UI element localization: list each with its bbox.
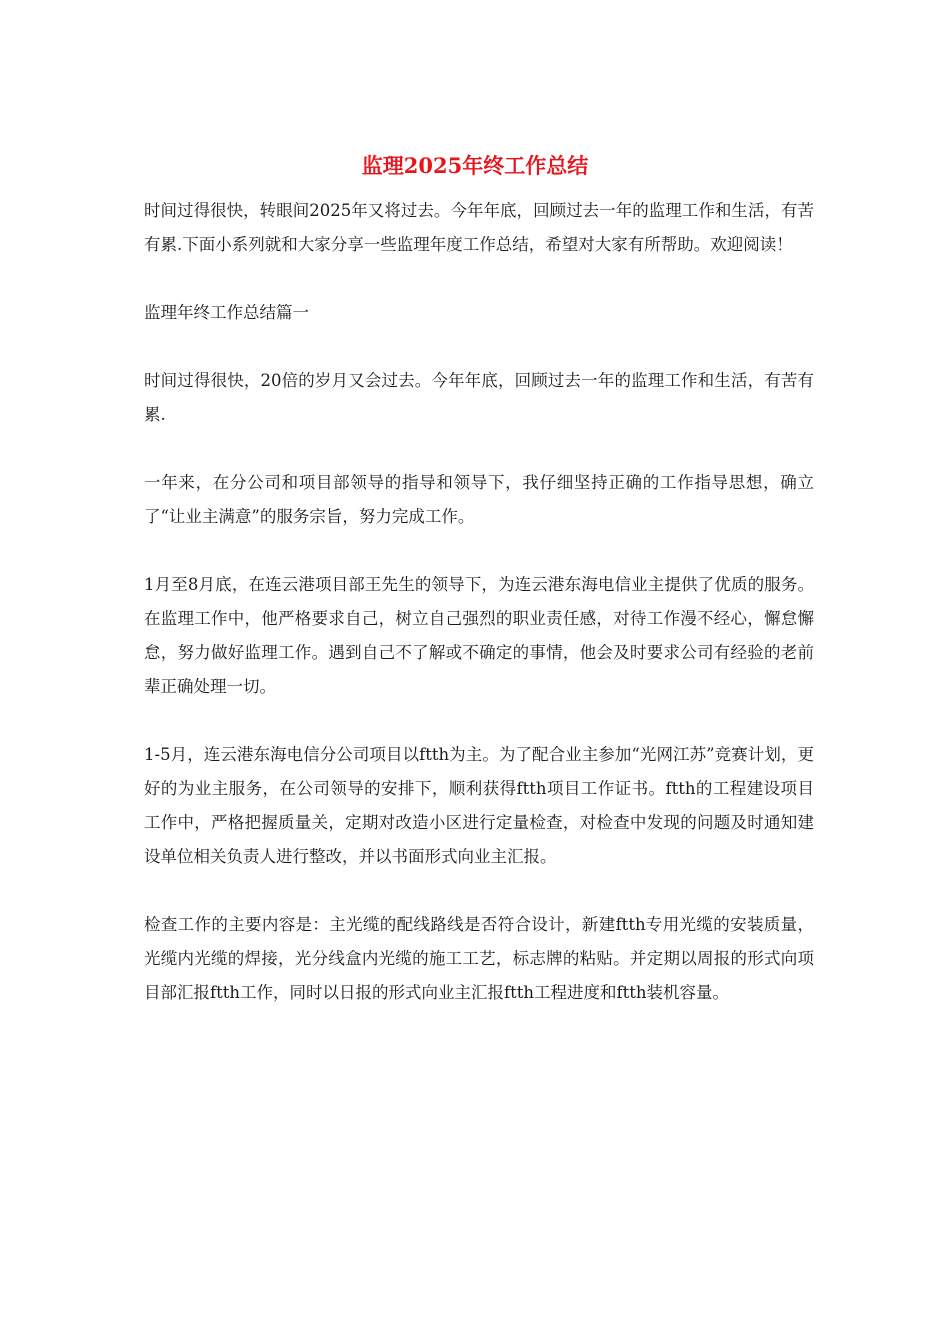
body-paragraph: 检查工作的主要内容是：主光缆的配线路线是否符合设计，新建ftth专用光缆的安装质量，光缆内光缆的焊接，光分线盒内光缆的施工工艺，标志牌的粘贴。并定期以周报的形式向项目部汇报ftth工作，同时以日报的形式向业主汇报ftth工程进度和ftth装机容量。 xyxy=(144,915,814,1002)
body-paragraph: 1-5月，连云港东海电信分公司项目以ftth为主。为了配合业主参加“光网江苏”竞赛计划，更好的为业主服务，在公司领导的安排下，顺利获得ftth项目工作证书。ftth的工程建设项目工作中，严格把握质量关，定期对改造小区进行定量检查，对检查中发现的问题及时通知建设单位相关负责人进行整改，并以书面形式向业主汇报。 xyxy=(144,745,814,866)
section-heading: 监理年终工作总结篇一 xyxy=(144,303,309,322)
body-paragraph: 一年来，在分公司和项目部领导的指导和领导下，我仔细坚持正确的工作指导思想，确立了“让业主满意”的服务宗旨，努力完成工作。 xyxy=(144,473,814,526)
document-body xyxy=(144,194,814,1044)
body-paragraph: 时间过得很快，20倍的岁月又会过去。今年年底，回顾过去一年的监理工作和生活，有苦有累. xyxy=(144,371,814,424)
intro-paragraph: 时间过得很快，转眼间2025年又将过去。今年年底，回顾过去一年的监理工作和生活，有苦有累.下面小系列就和大家分享一些监理年度工作总结，希望对大家有所帮助。欢迎阅读！ xyxy=(144,201,814,254)
body-paragraph: 1月至8月底，在连云港项目部王先生的领导下，为连云港东海电信业主提供了优质的服务。在监理工作中，他严格要求自己，树立自己强烈的职业责任感，对待工作漫不经心，懈怠懈怠，努力做好监理工作。遇到自己不了解或不确定的事情，他会及时要求公司有经验的老前辈正确处理一切。 xyxy=(144,575,814,696)
document-title: 监理2025年终工作总结 xyxy=(361,153,589,178)
